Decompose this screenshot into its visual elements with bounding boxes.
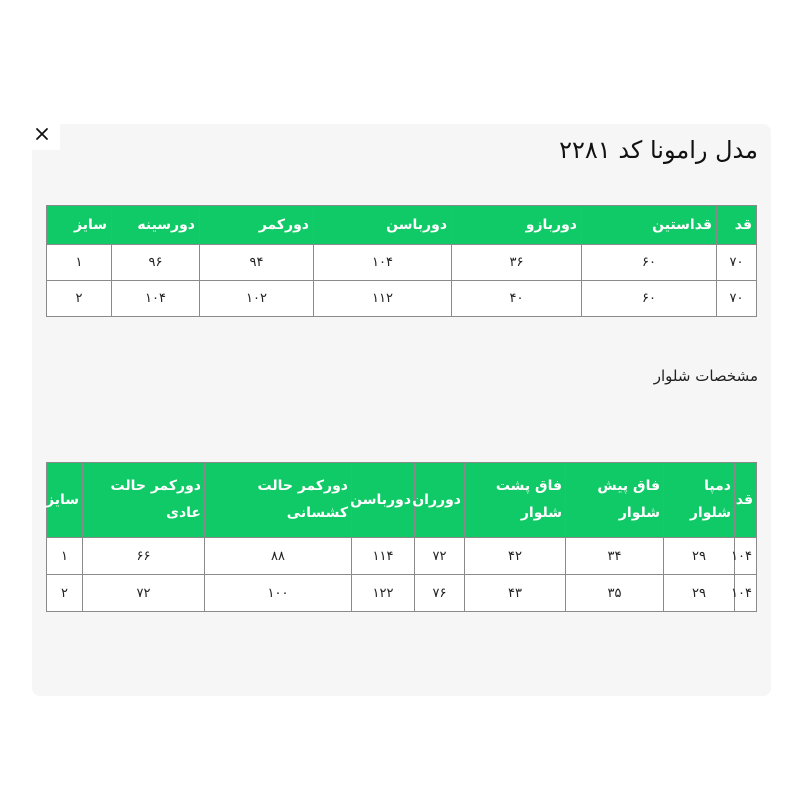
top-size-table [46,205,757,317]
table-cell: ۱۰۴ [112,281,200,317]
table-cell: ۴۳ [465,575,566,612]
table-cell: ۶۰ [582,281,717,317]
table-row [47,245,757,281]
column-header: قداستین [582,206,717,245]
column-header: دورسینه [112,206,200,245]
column-header: سایز [47,206,112,245]
table-cell: ۷۲ [83,575,205,612]
table-cell: ۷۶ [415,575,465,612]
table-cell: ۸۸ [205,538,352,575]
size-guide-modal [32,124,771,696]
column-header: دورران [415,463,465,538]
table-cell: ۳۴ [566,538,664,575]
column-header: دورکمر حالت کشسانی [205,463,352,538]
table-cell: ۱۰۴ [735,575,757,612]
column-header: قد [735,463,757,538]
column-header: فاق پیش شلوار [566,463,664,538]
table-cell: ۲۹ [664,538,735,575]
column-header: دوربازو [452,206,582,245]
table-cell: ۷۲ [415,538,465,575]
table-cell: ۴۰ [452,281,582,317]
table-cell: ۲ [47,575,83,612]
modal-title: مدل رامونا کد ۲۲۸۱ [559,136,758,164]
table-cell: ۱۱۴ [352,538,415,575]
column-header: سایز [47,463,83,538]
column-header: فاق پشت شلوار [465,463,566,538]
table-cell: ۶۰ [582,245,717,281]
table-cell: ۱۲۲ [352,575,415,612]
column-header: دمپا شلوار [664,463,735,538]
table-cell: ۳۶ [452,245,582,281]
close-button[interactable] [24,118,60,150]
column-header: دورباسن [352,463,415,538]
table-cell: ۹۴ [200,245,314,281]
table-cell: ۱۰۴ [314,245,452,281]
column-header: دورکمر حالت عادی [83,463,205,538]
table-cell: ۳۵ [566,575,664,612]
pants-size-table [46,462,757,612]
table-row [47,538,757,575]
table-cell: ۱۰۰ [205,575,352,612]
table-header-row [47,463,757,538]
column-header: دورکمر [200,206,314,245]
table-cell: ۹۶ [112,245,200,281]
table-cell: ۷۰ [717,245,757,281]
column-header: قد [717,206,757,245]
table-cell: ۲۹ [664,575,735,612]
table-cell: ۱۰۲ [200,281,314,317]
table-cell: ۲ [47,281,112,317]
pants-specs-label: مشخصات شلوار [653,367,758,385]
table-row [47,575,757,612]
table-cell: ۱۱۲ [314,281,452,317]
table-cell: ۴۲ [465,538,566,575]
table-row [47,281,757,317]
table-cell: ۷۰ [717,281,757,317]
table-cell: ۶۶ [83,538,205,575]
close-icon [35,127,49,141]
column-header: دورباسن [314,206,452,245]
table-cell: ۱ [47,538,83,575]
table-header-row [47,206,757,245]
table-cell: ۱۰۴ [735,538,757,575]
table-cell: ۱ [47,245,112,281]
